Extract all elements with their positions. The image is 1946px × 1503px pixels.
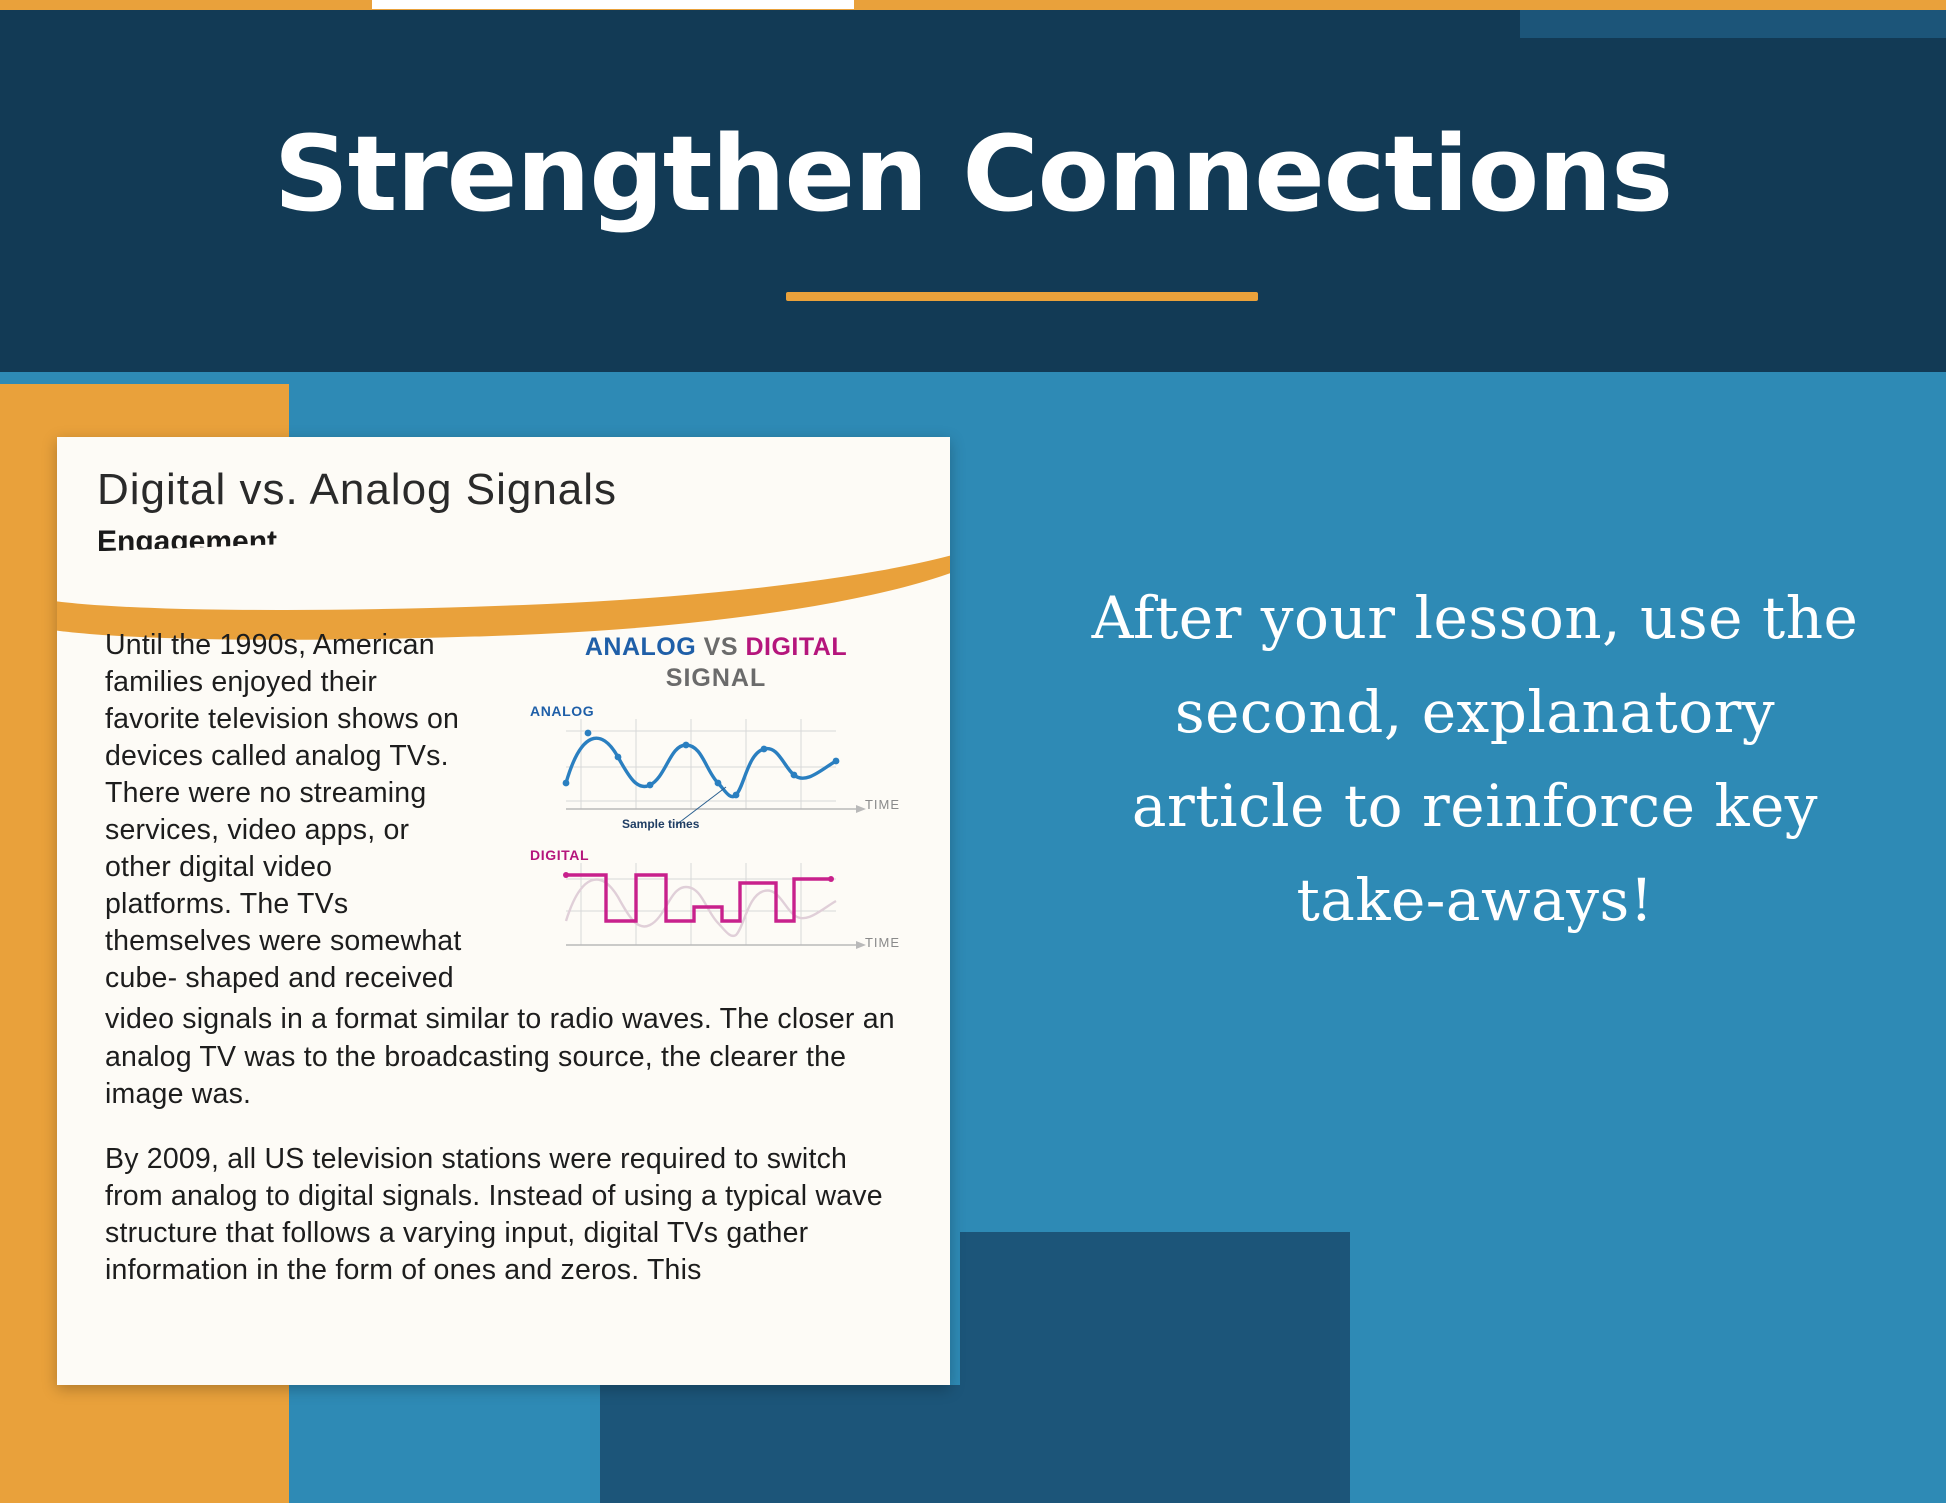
digital-time-label: TIME xyxy=(864,935,900,950)
digital-label: DIGITAL xyxy=(530,847,590,863)
top-orange-notch xyxy=(1376,0,1520,9)
bottom-accent-block xyxy=(960,1232,1350,1503)
article-body xyxy=(57,627,950,1289)
top-orange-strip xyxy=(0,0,1946,10)
article-card[interactable] xyxy=(57,437,950,1385)
analog-label: ANALOG xyxy=(530,703,595,719)
diagram-title xyxy=(526,633,906,662)
diagram-title-digital: DIGITAL xyxy=(745,633,848,661)
article-paragraph-1-narrow: Until the 1990s, American families enjoyed their favorite television shows on devices called analog TVs. There were no streaming services, video apps, or other digital video platforms. The TVs themselves were somewhat cube- shaped and received xyxy=(105,629,462,995)
analog-vs-digital-diagram xyxy=(526,633,906,983)
diagram-title-vs: VS xyxy=(703,633,739,661)
sample-times-label: Sample times xyxy=(622,817,700,831)
title-underline xyxy=(786,292,1258,301)
analog-time-label: TIME xyxy=(864,797,900,812)
diagram-title-analog: ANALOG xyxy=(584,633,697,661)
article-subtitle: Engagement xyxy=(97,525,278,558)
bottom-accent-block-2 xyxy=(600,1385,960,1503)
article-paragraph-1-full: video signals in a format similar to radio waves. The closer an analog TV was to the broadcasting source, the clearer the image was. xyxy=(105,1003,895,1110)
digital-waveform-svg xyxy=(526,849,906,973)
analog-wave-panel xyxy=(526,705,906,835)
page-title: Strengthen Connections xyxy=(273,113,1673,235)
slide-body-text: After your lesson, use the second, explanatory article to reinforce key take-aways! xyxy=(1091,584,1859,934)
digital-wave-panel xyxy=(526,849,906,979)
article-card-header xyxy=(57,437,950,587)
top-white-notch xyxy=(372,0,854,9)
analog-waveform-svg xyxy=(526,705,906,833)
article-title: Digital vs. Analog Signals xyxy=(97,465,618,514)
diagram-title-signal: SIGNAL xyxy=(665,664,767,692)
article-paragraph-2: By 2009, all US television stations were required to switch from analog to digital signals. Instead of using a typical wave structure that follows a varying input, digital TVs gather information in the form of ones and zeros. This xyxy=(105,1142,883,1286)
